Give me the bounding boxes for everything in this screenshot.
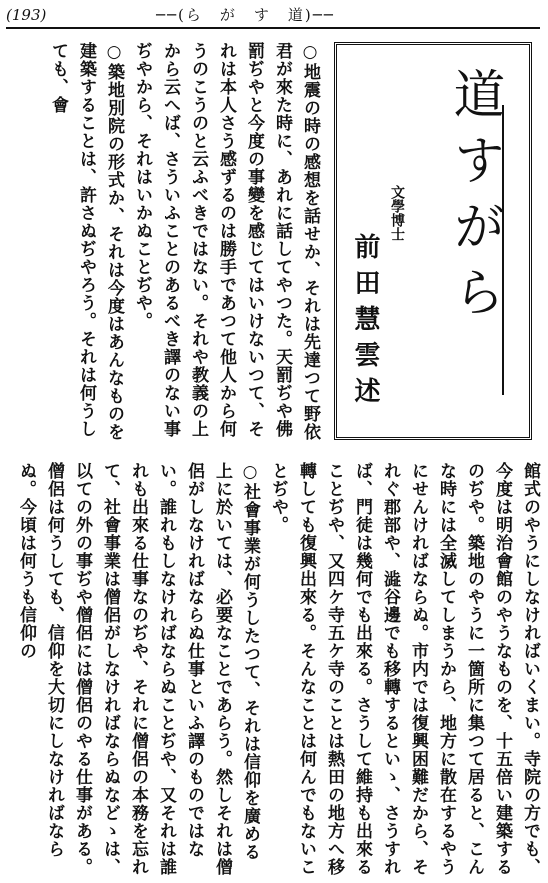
page-number: (193): [6, 6, 47, 24]
article-title: 道すがら: [444, 67, 504, 331]
running-header: [6, 4, 538, 26]
running-title: ──(ら が す 道)──: [156, 6, 335, 24]
bottom-column: [6, 462, 544, 878]
paragraph: ○地震の時の感想を話せか、それは先達つて野依君が來た時に、あれに話してやつた。天罰ぢや佛罰ぢやと今度の事變を感じてはいけないつて、それは本人さう感ずるのは勝手であつて他人から何うのこうのと云ふべきではない。それや教義の上から云へば、さういふことのあるべき譯のない事ぢやから、それはいかぬことぢや。: [132, 42, 320, 441]
title-box: [334, 42, 532, 440]
paragraph: ○社會事業が何うしたつて、それは信仰を廣める上に於いては、必要なことであらう。然しそれは僧侶がしなければならぬ仕事といふ譯のものではない。誰れもしなければならぬことぢや、又それは誰れも出來る仕事なのぢや、それに僧侶の本務を忘れて、社會事業は僧侶がしなければならぬなどゝは、以ての外の事ぢや僧侶には僧侶のやる仕事がある。僧侶は何うしても、信仰を大切にしなければならぬ。今頃は何うも信仰の: [16, 462, 260, 876]
paragraph: ○築地別院の形式か、それは今度はあんなものを建築することは、許さぬぢやろう。それは何うしても、會: [48, 42, 124, 441]
title-divider: [502, 105, 504, 395]
author-name: 前田慧雲述: [350, 233, 380, 413]
header-rule: [6, 27, 540, 29]
top-column: [6, 42, 324, 447]
author-rank: 文學博士: [389, 185, 405, 241]
paragraph: 館式のやうにしなければいくまい。寺院の方でも、今度は明治會館のやうなものを、十五倍い建築するのぢや。築地のやうに一箇所に集つて居ると、こんな時には全滅してしまうから、地方に散在するやうにせんければならぬ。市内では復興困難だから、それぐ郡部や、澁谷邊でも移轉するといゝ、さうすれば、門徒は幾何でも出來る。さうして維持も出來ることぢや、又四ケ寺五ケ寺のことは熱田の地方へ移轉しても復興出來る。そんなことは何んでもないことぢや。: [268, 462, 540, 876]
